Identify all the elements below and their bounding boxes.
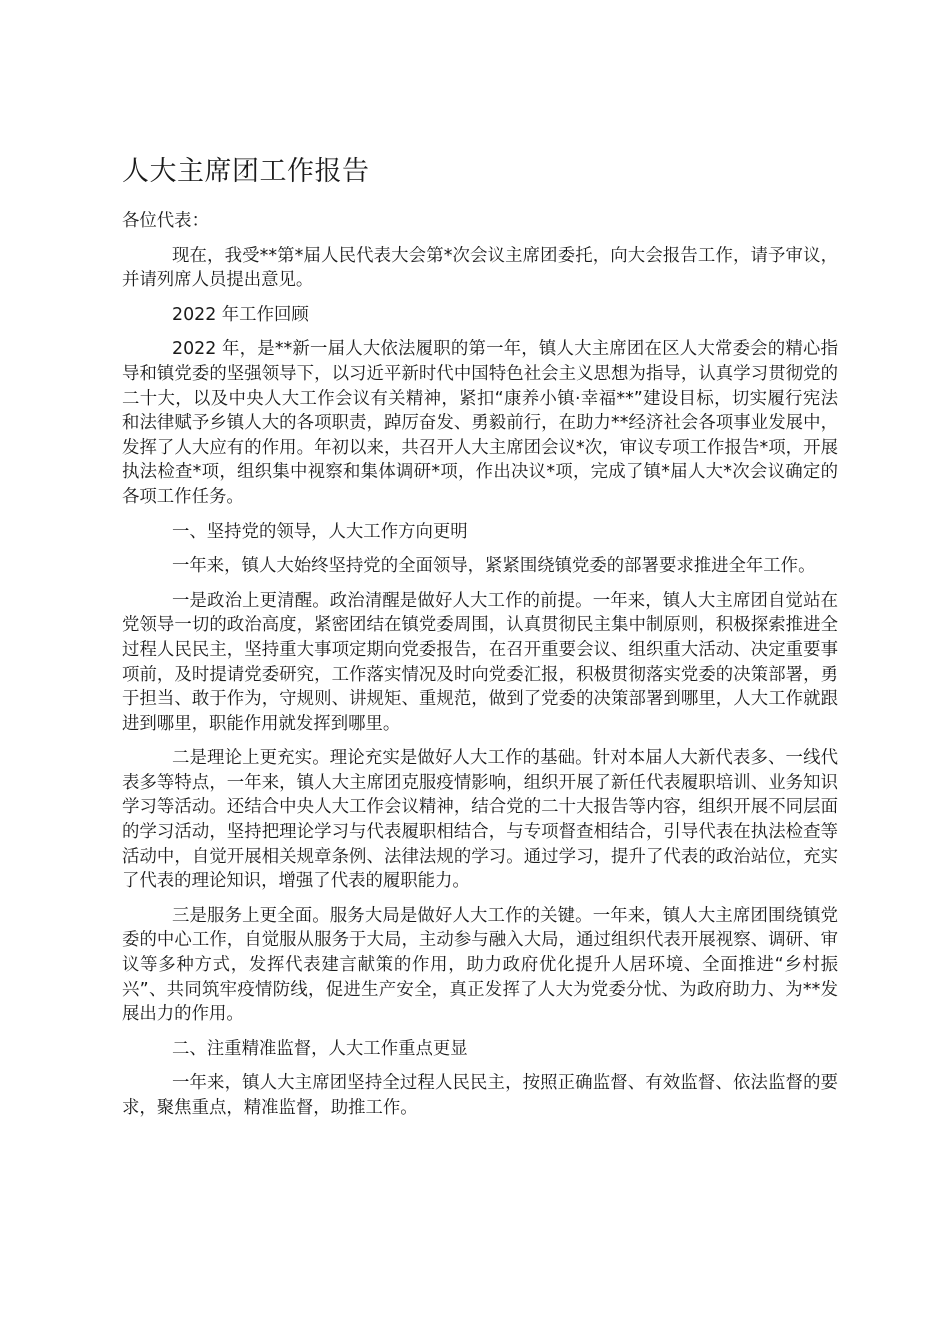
paragraph-section-1-intro: 一年来，镇人大始终坚持党的全面领导，紧紧围绕镇党委的部署要求推进全年工作。 <box>172 556 816 577</box>
section-heading-2: 二、注重精准监督，人大工作重点更显 <box>172 1038 468 1059</box>
salutation: 各位代表： <box>122 211 209 231</box>
section-heading-review: 2022 年工作回顾 <box>172 304 309 325</box>
paragraph-overview: 2022 年，是**新一届人大依法履职的第一年，镇人大主席团在区人大常委会的精心指导和镇党委的坚强领导下，以习近平新时代中国特色社会主义思想为指导，认真学习贯彻党的二十大，以及中央人大工作会议有关精神，紧扣“康养小镇·幸福**”建设目标，切实履行宪法和法律赋予乡镇人大的各项职责，踔厉奋发、勇毅前行，在助力**经济社会各项事业发展中，发挥了人大应有的作用。年初以来，共召开人大主席团会议*次，审议专项工作报告*项，开展执法检查*项，组织集中视察和集体调研*项，作出决议*项，完成了镇*届人大*次会议确定的各项工作任务。 <box>122 339 838 507</box>
document-title: 人大主席团工作报告 <box>122 156 370 187</box>
section-heading-1: 一、坚持党的领导，人大工作方向更明 <box>172 521 468 542</box>
paragraph-section-2-intro: 一年来，镇人大主席团坚持全过程人民民主，按照正确监督、有效监督、依法监督的要求，聚焦重点，精准监督，助推工作。 <box>122 1073 838 1118</box>
paragraph-politics: 一是政治上更清醒。政治清醒是做好人大工作的前提。一年来，镇人大主席团自觉站在党领导一切的政治高度，紧密团结在镇党委周围，认真贯彻民主集中制原则，积极探索推进全过程人民民主，坚持重大事项定期向党委报告，在召开重要会议、组织重大活动、决定重要事项前，及时提请党委研究，工作落实情况及时向党委汇报，积极贯彻落实党委的决策部署，勇于担当、敢于作为，守规则、讲规矩、重规范，做到了党委的决策部署到哪里，人大工作就跟进到哪里，职能作用就发挥到哪里。 <box>122 590 838 734</box>
paragraph-intro: 现在，我受**第*届人民代表大会第*次会议主席团委托，向大会报告工作，请予审议，并请列席人员提出意见。 <box>122 245 838 291</box>
paragraph-theory: 二是理论上更充实。理论充实是做好人大工作的基础。针对本届人大新代表多、一线代表多等特点，一年来，镇人大主席团克服疫情影响，组织开展了新任代表履职培训、业务知识学习等活动。还结合中央人大工作会议精神，结合党的二十大报告等内容，组织开展不同层面的学习活动，坚持把理论学习与代表履职相结合，与专项督查相结合，引导代表在执法检查等活动中，自觉开展相关规章条例、法律法规的学习。通过学习，提升了代表的政治站位，充实了代表的理论知识，增强了代表的履职能力。 <box>122 748 838 892</box>
paragraph-service: 三是服务上更全面。服务大局是做好人大工作的关键。一年来，镇人大主席团围绕镇党委的中心工作，自觉服从服务于大局，主动参与融入大局，通过组织代表开展视察、调研、审议等多种方式，发挥代表建言献策的作用，助力政府优化提升人居环境、全面推进“乡村振兴”、共同筑牢疫情防线，促进生产安全，真正发挥了人大为党委分忧、为政府助力、为**发展出力的作用。 <box>122 905 838 1025</box>
document-body <box>122 209 838 1131</box>
